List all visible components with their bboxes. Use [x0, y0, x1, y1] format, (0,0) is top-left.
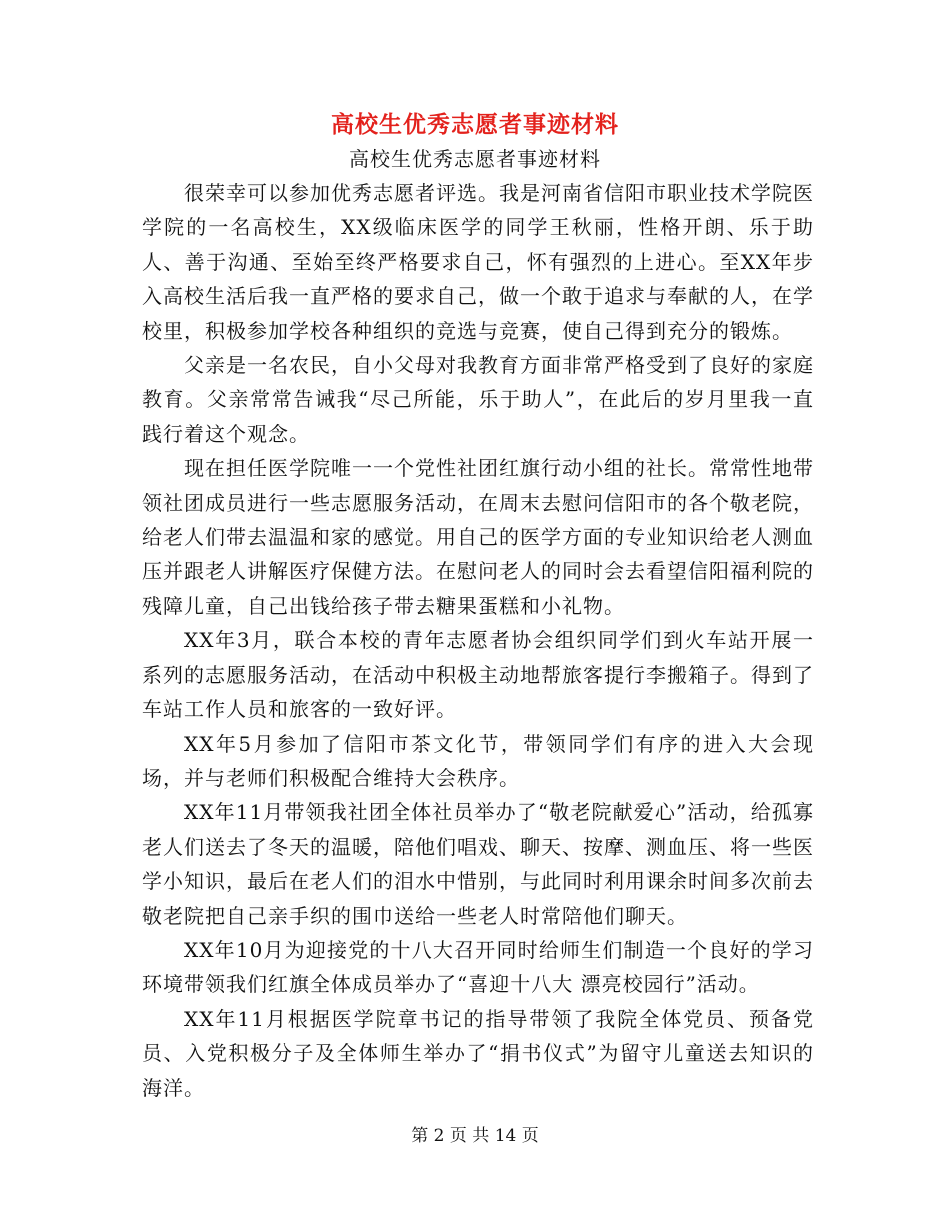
paragraph: XX年3月，联合本校的青年志愿者协会组织同学们到火车站开展一系列的志愿服务活动，在活动中积极主动地帮旅客提行李搬箱子。得到了车站工作人员和旅客的一致好评。 [142, 628, 814, 722]
document-title: 高校生优秀志愿者事迹材料 [331, 111, 619, 138]
paragraph: XX年5月参加了信阳市茶文化节，带领同学们有序的进入大会现场，并与老师们积极配合维持大会秩序。 [142, 731, 814, 790]
document-subtitle: 高校生优秀志愿者事迹材料 [349, 147, 601, 171]
paragraph: XX年11月根据医学院章书记的指导带领了我院全体党员、预备党员、入党积极分子及全体师生举办了“捐书仪式”为留守儿童送去知识的海洋。 [142, 1006, 814, 1100]
page-number-footer: 第 2 页 共 14 页 [411, 1126, 539, 1146]
paragraph: 很荣幸可以参加优秀志愿者评选。我是河南省信阳市职业技术学院医学院的一名高校生，XX级临床医学的同学王秋丽，性格开朗、乐于助人、善于沟通、至始至终严格要求自己，怀有强烈的上进心。至XX年步入高校生活后我一直严格的要求自己，做一个敢于追求与奉献的人，在学校里，积极参加学校各种组织的竞选与竞赛，使自己得到充分的锻炼。 [142, 181, 814, 343]
paragraph: XX年11月带领我社团全体社员举办了“敬老院献爱心”活动，给孤寡老人们送去了冬天的温暖，陪他们唱戏、聊天、按摩、测血压、将一些医学小知识，最后在老人们的泪水中惜别，与此同时利用课余时间多次前去敬老院把自己亲手织的围巾送给一些老人时常陪他们聊天。 [142, 800, 814, 928]
document-body [142, 176, 814, 1105]
paragraph: 父亲是一名农民，自小父母对我教育方面非常严格受到了良好的家庭教育。父亲常常告诫我“尽己所能，乐于助人”，在此后的岁月里我一直践行着这个观念。 [142, 353, 814, 446]
paragraph: XX年10月为迎接党的十八大召开同时给师生们制造一个良好的学习环境带领我们红旗全体成员举办了“喜迎十八大 漂亮校园行”活动。 [142, 937, 814, 997]
paragraph: 现在担任医学院唯一一个党性社团红旗行动小组的社长。常常性地带领社团成员进行一些志愿服务活动，在周末去慰问信阳市的各个敬老院，给老人们带去温温和家的感觉。用自己的医学方面的专业知识给老人测血压并跟老人讲解医疗保健方法。在慰问老人的同时会去看望信阳福利院的残障儿童，自己出钱给孩子带去糖果蛋糕和小礼物。 [142, 456, 814, 618]
